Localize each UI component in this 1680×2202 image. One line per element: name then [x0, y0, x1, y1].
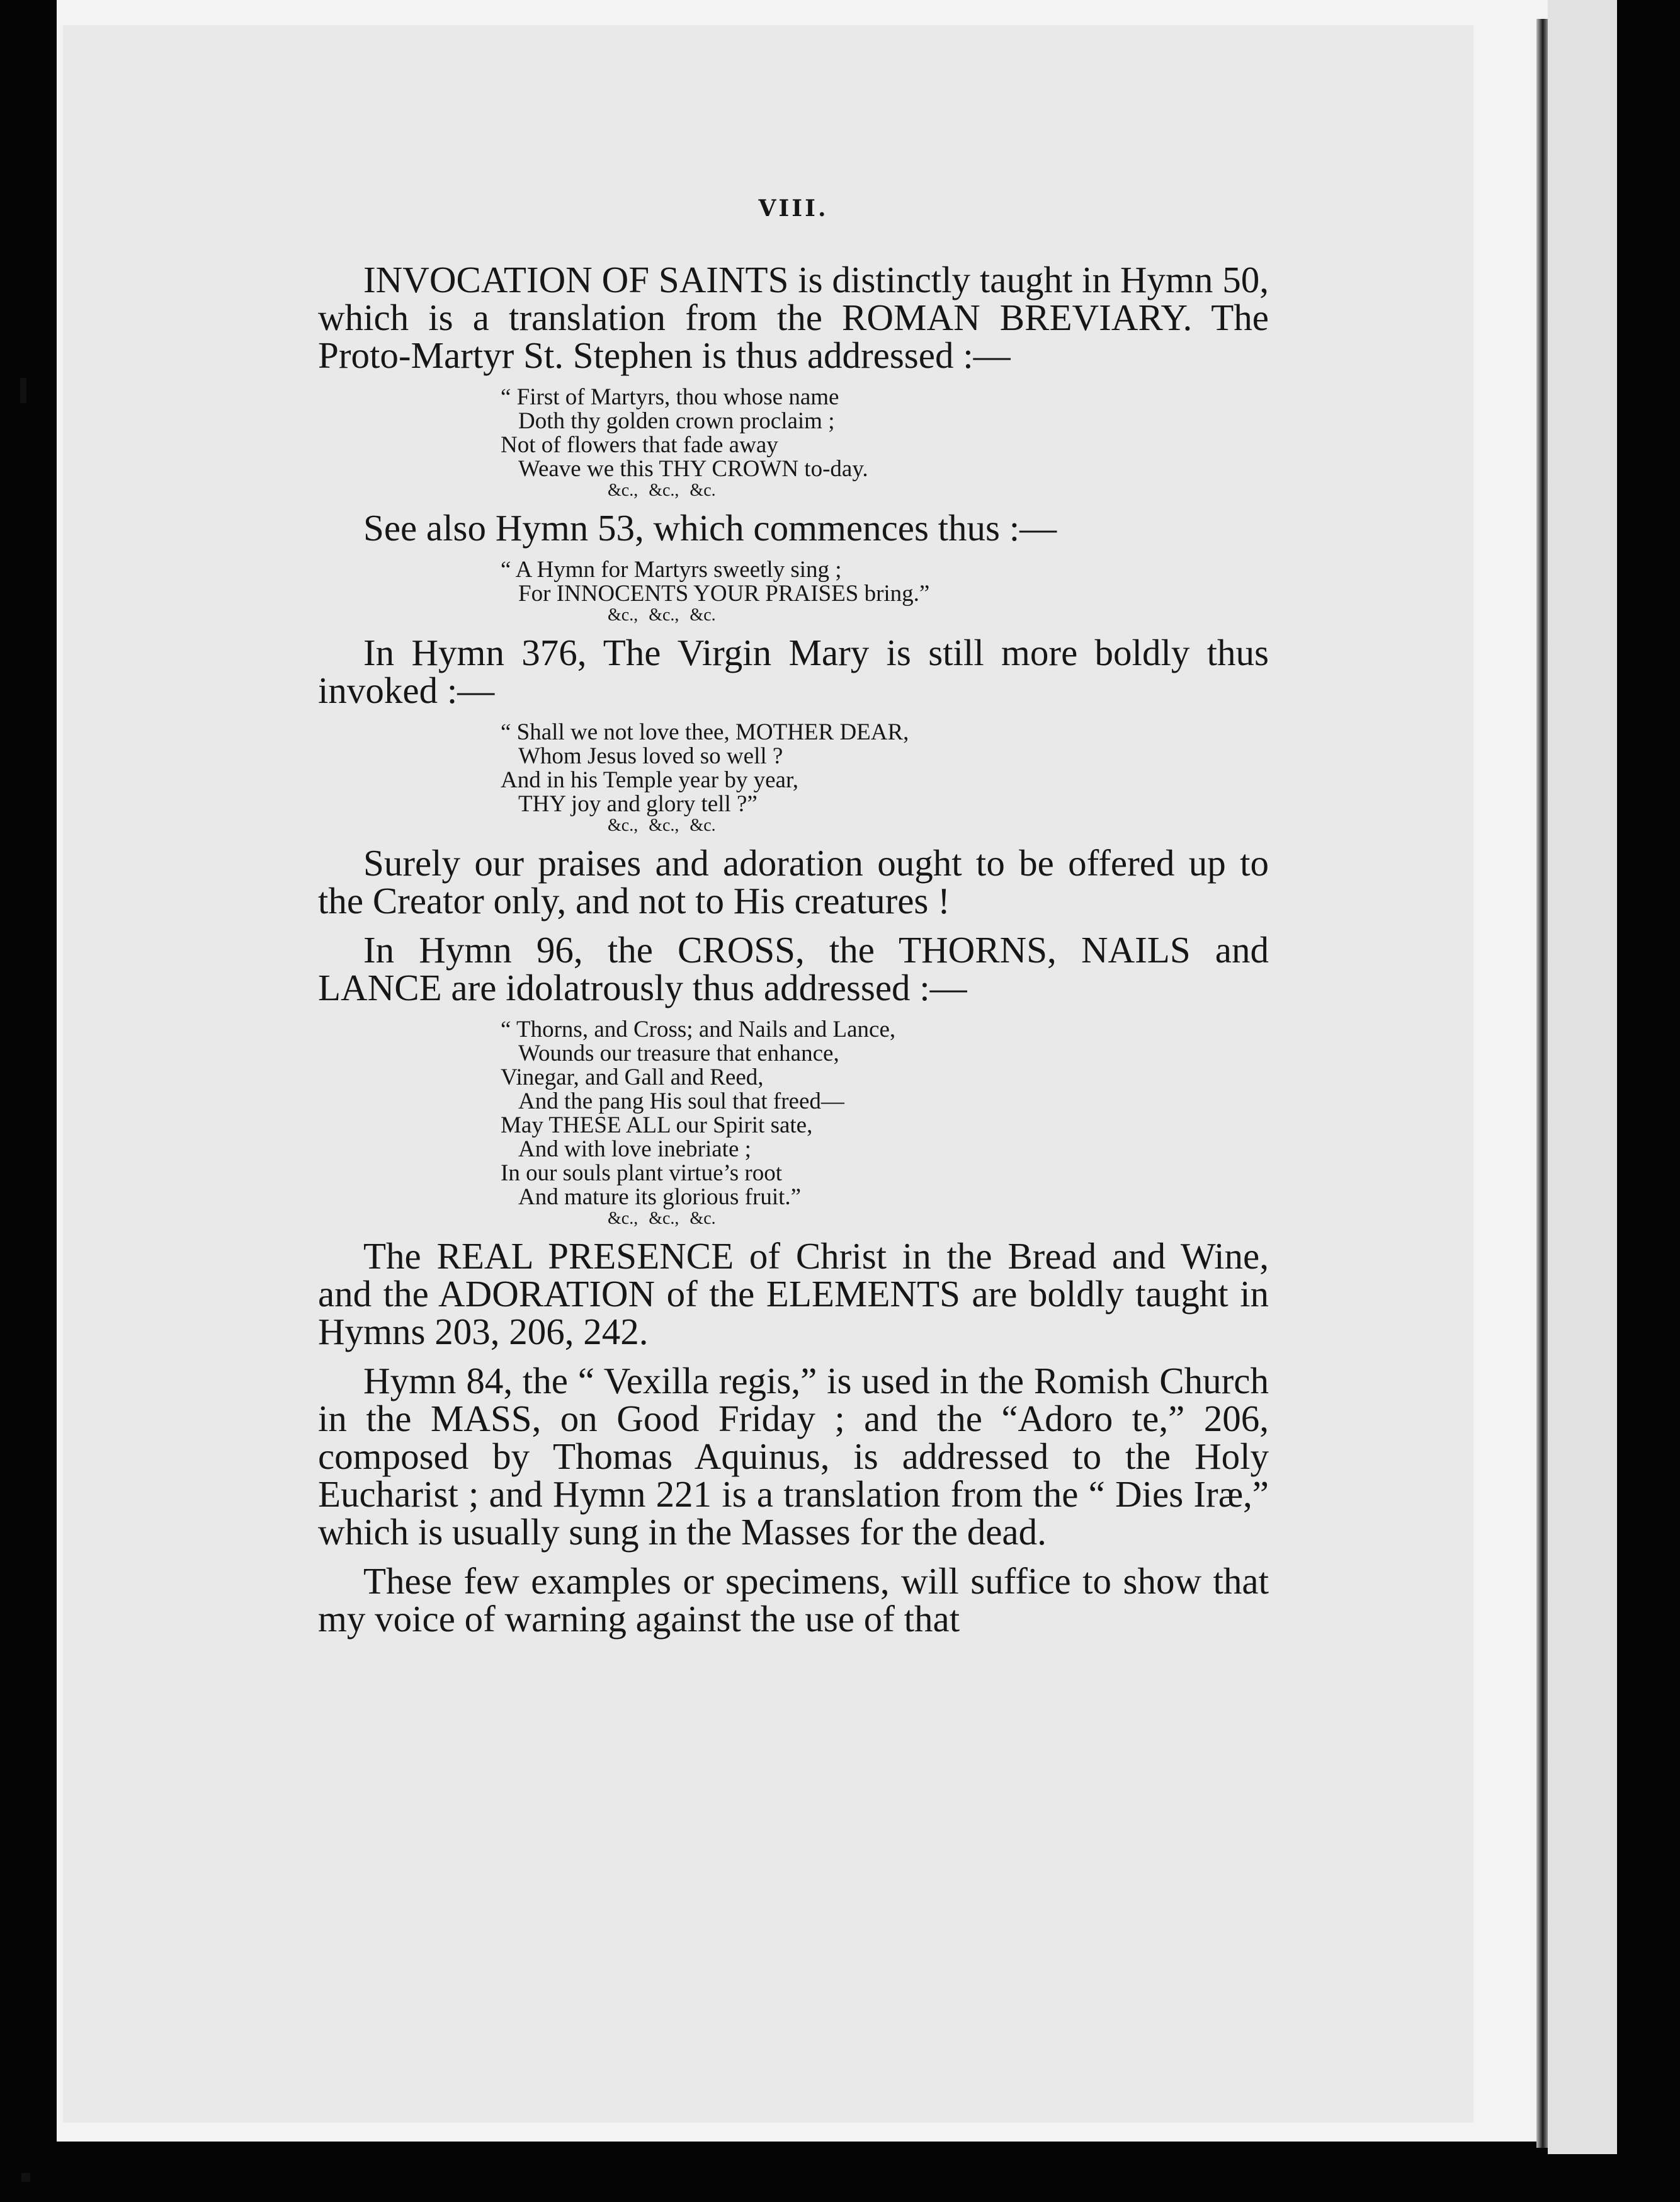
- verse-line: Weave we this THY CROWN to-day.: [518, 456, 868, 482]
- verse-etc: &c., &c., &c.: [608, 481, 716, 500]
- margin-mark: [21, 2173, 30, 2182]
- page-number: VIII.: [758, 195, 829, 222]
- paragraph: In Hymn 376, The Virgin Mary is still more boldly thus invoked :—: [318, 632, 1269, 711]
- verse-line: And in his Temple year by year,: [501, 767, 799, 793]
- next-page-edge: [1548, 0, 1617, 2154]
- paragraph: Surely our praises and adoration ought to be offered up to the Creator only, and not to His creatures !: [318, 842, 1269, 921]
- verse-line: And with love inebriate ;: [518, 1136, 751, 1162]
- verse-line: For INNOCENTS YOUR PRAISES bring.”: [518, 581, 930, 607]
- verse-line: May THESE ALL our Spirit sate,: [501, 1112, 813, 1138]
- verse-line: Not of flowers that fade away: [501, 432, 778, 458]
- verse-line: And mature its glorious fruit.”: [518, 1184, 802, 1210]
- margin-mark: [20, 378, 26, 403]
- verse-line: “ Shall we not love thee, MOTHER DEAR,: [501, 719, 909, 745]
- paragraph: The REAL PRESENCE of Christ in the Bread and Wine, and the ADORATION of the ELEMENTS are boldly taught in Hymns 203, 206, 242.: [318, 1235, 1269, 1352]
- paragraph: INVOCATION OF SAINTS is distinctly taught in Hymn 50, which is a translation from the ROMAN BREVIARY. The Proto-Martyr St. Stephen is thus addressed :—: [318, 259, 1269, 376]
- verse-line: Whom Jesus loved so well ?: [518, 743, 783, 769]
- verse-block: [318, 1018, 1269, 1228]
- verse-block: [318, 385, 1269, 500]
- verse-line: “ First of Martyrs, thou whose name: [501, 384, 839, 410]
- paragraph: In Hymn 96, the CROSS, the THORNS, NAILS and LANCE are idolatrously thus addressed :—: [318, 929, 1269, 1008]
- verse-line: Vinegar, and Gall and Reed,: [501, 1064, 764, 1090]
- verse-etc: &c., &c., &c.: [608, 605, 716, 625]
- page-fold-edge: [1536, 19, 1548, 2148]
- verse-line: “ Thorns, and Cross; and Nails and Lance,: [501, 1017, 896, 1042]
- verse-block: [318, 558, 1269, 625]
- verse-line: In our souls plant virtue’s root: [501, 1160, 783, 1186]
- verse-line: And the pang His soul that freed—: [518, 1088, 844, 1114]
- verse-line: Wounds our treasure that enhance,: [518, 1041, 839, 1066]
- verse-etc: &c., &c., &c.: [608, 816, 716, 835]
- paragraph: These few examples or specimens, will suffice to show that my voice of warning against the use of that: [318, 1560, 1269, 1640]
- page-content: [318, 195, 1269, 1638]
- verse-etc: &c., &c., &c.: [608, 1209, 716, 1228]
- paragraph: See also Hymn 53, which commences thus :—: [363, 507, 1057, 549]
- verse-line: “ A Hymn for Martyrs sweetly sing ;: [501, 557, 842, 583]
- paragraph: Hymn 84, the “ Vexilla regis,” is used in the Romish Church in the MASS, on Good Friday ; and the “Adoro te,” 206, composed by Thomas Aquinus, is addressed to the Holy Eucharist ; and Hymn 221 is a translation from the “ Dies Iræ,” which is usually sung in the Masses for the dead.: [318, 1360, 1269, 1553]
- verse-line: Doth thy golden crown proclaim ;: [518, 408, 835, 434]
- verse-block: [318, 721, 1269, 835]
- verse-line: THY joy and glory tell ?”: [518, 791, 758, 817]
